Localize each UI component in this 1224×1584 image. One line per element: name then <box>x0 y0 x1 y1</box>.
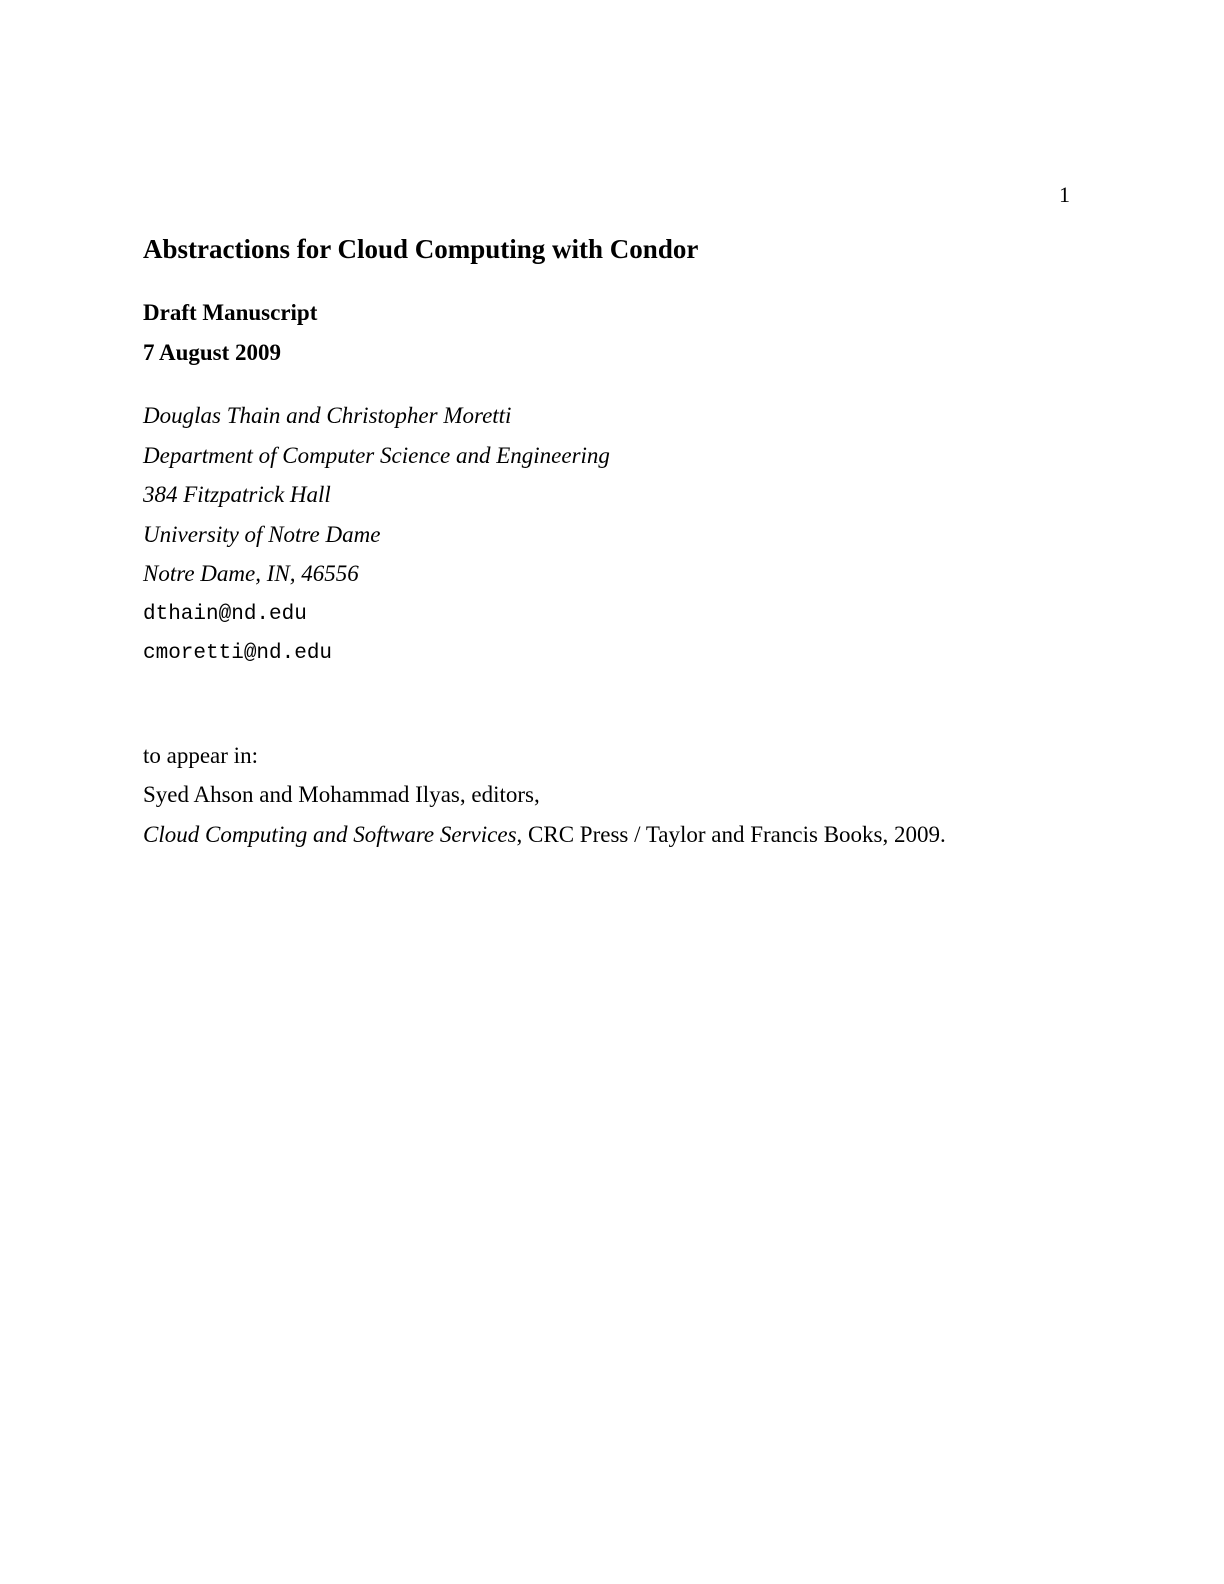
document-title: Abstractions for Cloud Computing with Condor <box>143 234 699 264</box>
department: Department of Computer Science and Engineering <box>143 443 610 468</box>
manuscript-date: 7 August 2009 <box>143 340 282 365</box>
manuscript-status: Draft Manuscript <box>143 300 318 325</box>
city-line: Notre Dame, IN, 46556 <box>143 561 359 586</box>
email-moretti: cmoretti@nd.edu <box>143 642 333 665</box>
university: University of Notre Dame <box>143 522 381 547</box>
appear-in-label: to appear in: <box>143 743 258 768</box>
address-line: 384 Fitzpatrick Hall <box>143 482 331 507</box>
page-number: 1 <box>1059 182 1070 207</box>
book-title: Cloud Computing and Software Services <box>143 822 517 847</box>
authors: Douglas Thain and Christopher Moretti <box>143 403 512 428</box>
publisher-info: , CRC Press / Taylor and Francis Books, 2009. <box>516 822 946 847</box>
publication-line <box>143 820 946 850</box>
email-thain: dthain@nd.edu <box>143 603 307 626</box>
editors-line: Syed Ahson and Mohammad Ilyas, editors, <box>143 782 540 807</box>
